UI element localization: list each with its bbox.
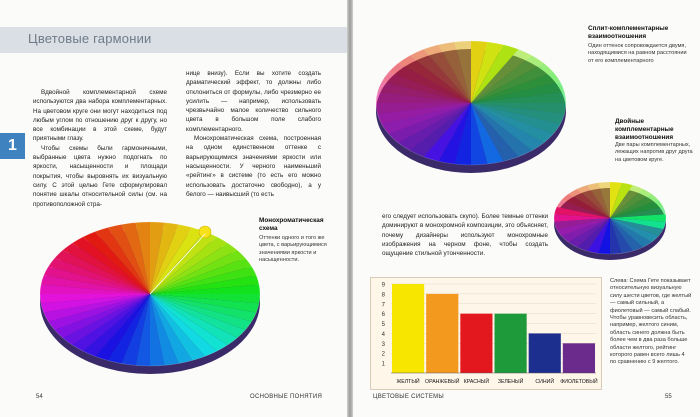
chapter-number-tab: 1: [0, 133, 25, 159]
split-caption-title: Сплит-комплементарные взаимоотношения: [588, 25, 669, 40]
chart-caption: Слева: Схема Гете показывает относительную визуальную силу шести цветов, где желтый — самый сильный, а фиолетовый — самый слабый. Чтобы уравновесить область, например, желтого синим, область синего должна быть более чем в два раза больше области желтого, рейтинг которого равен всего лишь 4 по сравнению с 9 желтого.: [610, 278, 692, 366]
text-column-2: [186, 69, 321, 199]
y-tick-label: 2: [381, 351, 385, 358]
mono-caption-title: Монохроматическая схема: [259, 217, 324, 232]
paragraph: Вдвойной комплементарной схеме используются два набора комплементарных. На цветовом круге они могут находиться под любым углом по отношению друг к другу, но все комбинации в этой схеме, будут приятными глазу.: [33, 89, 167, 143]
bar-5: [529, 333, 561, 373]
chart-canvas: [371, 278, 603, 391]
x-tick-label: ОРАНЖЕВЫЙ: [425, 379, 460, 385]
x-tick-label: КРАСНЫЙ: [463, 379, 490, 385]
left-page: [0, 0, 347, 417]
selected-hue-marker: [199, 226, 211, 238]
mono-caption-body: Оттенки одного и того же цвета, с варьирующимися значениями яркости и насыщенности.: [259, 235, 327, 264]
section-name: ЦВЕТОВЫЕ СИСТЕМЫ: [373, 394, 445, 400]
split-caption-body: Один оттенок сопровождается двумя, находящимися на равном расстоянии от его комплементарного: [588, 43, 687, 64]
color-wheel-monochromatic: [35, 212, 265, 382]
y-tick-label: 6: [381, 312, 385, 319]
paragraph: Чтобы схемы были гармоничными, выбранные цвета нужно подогнать по яркости, насыщенности и площади покрытия, чтобы выровнять их визуальную силу. С этой целью Гете сформулировал понятие шкалы относительной силы (см. на противоположной стра-: [33, 144, 167, 208]
color-wheel-double-complementary: [550, 178, 670, 266]
bar-1: [392, 284, 424, 373]
page-title: Цветовые гармонии: [28, 31, 152, 46]
y-tick-label: 1: [381, 361, 385, 368]
paragraph: нице внизу). Если вы хотите создать драматический эффект, то должны либо отклониться от формулы, либо чрезмерно ее усилить — например, использовать чрезвычайно малое количество сильного цвета в большом поле слабого комплементарного.: [186, 70, 321, 133]
x-tick-label: ФИОЛЕТОВЫЙ: [560, 379, 598, 385]
text-column-1: [33, 88, 167, 209]
x-tick-label: СИНИЙ: [535, 379, 555, 385]
y-tick-label: 3: [381, 341, 385, 348]
double-caption-title: Двойные комплементарные взаимоотношения: [615, 118, 674, 141]
double-caption-body: Две пары комплементарных, лежащих напротив друг друга на цветовом круге.: [615, 142, 693, 163]
section-name: ОСНОВНЫЕ ПОНЯТИЯ: [250, 394, 323, 400]
text-column-3: [382, 212, 548, 258]
bar-4: [495, 314, 527, 373]
y-tick-label: 9: [381, 282, 385, 289]
y-tick-label: 7: [381, 302, 385, 309]
x-tick-label: ЗЕЛЕНЫЙ: [497, 379, 524, 385]
paragraph: его следует использовать скупо). Более темные оттенки доминируют в монохромной композиции, это объясняет, почему дизайнеры используют монохромные изображения на черном фоне, чтобы создать ощущение стильной утонченности.: [382, 213, 548, 258]
goethe-strength-chart: [370, 277, 602, 390]
y-tick-label: 8: [381, 292, 385, 299]
color-wheel-split-complementary: [371, 35, 571, 180]
bar-3: [460, 314, 492, 373]
page-number: 54: [36, 394, 43, 400]
page-number: 55: [665, 394, 672, 400]
bar-6: [563, 343, 595, 373]
y-tick-label: 5: [381, 322, 385, 329]
paragraph: Монохроматическая схема, построенная на одном единственном оттенке с варьирующимися значениями яркости или насыщенности. У черного наименьший «рейтинг» в системе (то есть его можно использовать достаточно свободно), а у белого — наивысший (то есть: [186, 135, 321, 198]
x-tick-label: ЖЕЛТЫЙ: [396, 379, 420, 385]
y-tick-label: 4: [381, 331, 385, 338]
bar-2: [426, 294, 458, 373]
